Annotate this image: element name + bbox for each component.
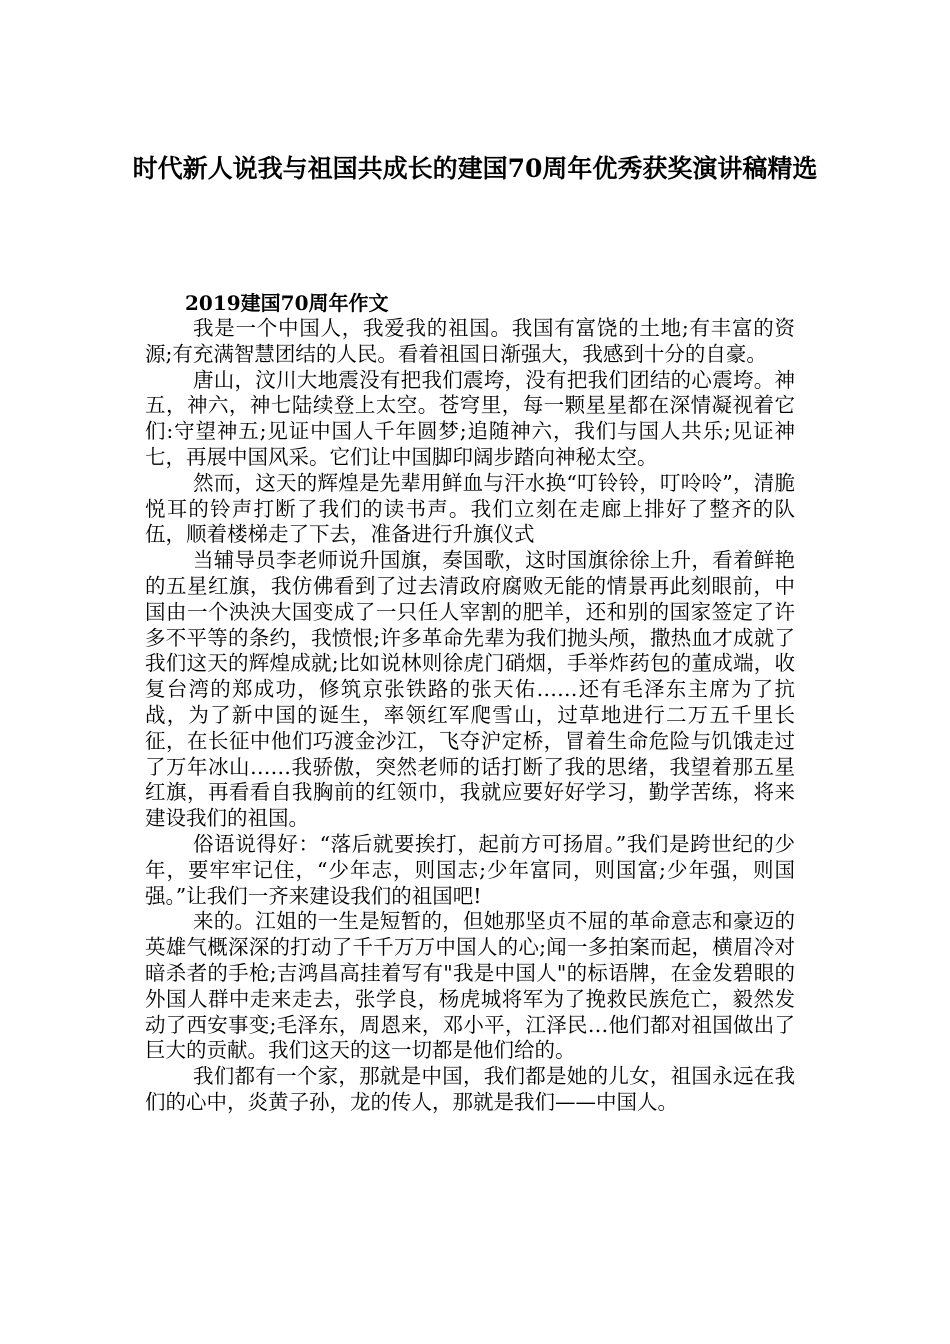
paragraph-5: 俗语说得好：“落后就要挨打，起前方可扬眉。”我们是跨世纪的少年，要牢牢记住，“少年志，则国志;少年富同，则国富;少年强，则国强。”让我们一齐来建设我们的祖国吧! [145, 831, 795, 908]
paragraph-1: 我是一个中国人，我爱我的祖国。我国有富饶的土地;有丰富的资源;有充满智慧团结的人民。看着祖国日渐强大，我感到十分的自豪。 [145, 316, 795, 366]
document-subtitle: 2019建国70周年作文 [185, 291, 389, 315]
document-title: 时代新人说我与祖国共成长的建国70周年优秀获奖演讲稿精选 [132, 154, 818, 183]
document-body [145, 290, 795, 1116]
paragraph-3: 然而，这天的辉煌是先辈用鲜血与汗水换“叮铃铃，叮呤呤”，清脆悦耳的铃声打断了我们的读书声。我们立刻在走廊上排好了整齐的队伍，顺着楼梯走了下去，准备进行升旗仪式 [145, 470, 795, 547]
paragraph-4: 当辅导员李老师说升国旗，奏国歌，这时国旗徐徐上升，看着鲜艳的五星红旗，我仿佛看到了过去清政府腐败无能的情景再此刻眼前，中国由一个泱泱大国变成了一只任人宰割的肥羊，还和别的国家签定了许多不平等的条约，我愤恨;许多革命先辈为我们抛头颅，撒热血才成就了我们这天的辉煌成就;比如说林则徐虎门硝烟，手举炸药包的董成端，收复台湾的郑成功，修筑京张铁路的张天佑……还有毛泽东主席为了抗战，为了新中国的诞生，率领红军爬雪山，过草地进行二万五千里长征，在长征中他们巧渡金沙江，飞夺沪定桥，冒着生命危险与饥饿走过了万年冰山……我骄傲，突然老师的话打断了我的思绪，我望着那五星红旗，再看看自我胸前的红领巾，我就应要好好学习，勤学苦练，将来建设我们的祖国。 [145, 548, 795, 831]
paragraph-7: 我们都有一个家，那就是中国，我们都是她的儿女，祖国永远在我们的心中，炎黄子孙，龙的传人，那就是我们——中国人。 [145, 1064, 795, 1114]
paragraph-6: 来的。江姐的一生是短暂的，但她那坚贞不屈的革命意志和豪迈的英雄气概深深的打动了千千万万中国人的心;闻一多拍案而起，横眉冷对暗杀者的手枪;吉鸿昌高挂着写有"我是中国人"的标语牌，在金发碧眼的外国人群中走来走去，张学良，杨虎城将军为了挽救民族危亡，毅然发动了西安事变;毛泽东，周恩来，邓小平，江泽民…他们都对祖国做出了巨大的贡献。我们这天的这一切都是他们给的。 [145, 909, 795, 1063]
paragraph-2: 唐山，汶川大地震没有把我们震垮，没有把我们团结的心震垮。神五，神六，神七陆续登上太空。苍穹里，每一颗星星都在深情凝视着它们:守望神五;见证中国人千年圆梦;追随神六，我们与国人共乐;见证神七，再展中国风采。它们让中国脚印阔步踏向神秘太空。 [145, 367, 795, 469]
